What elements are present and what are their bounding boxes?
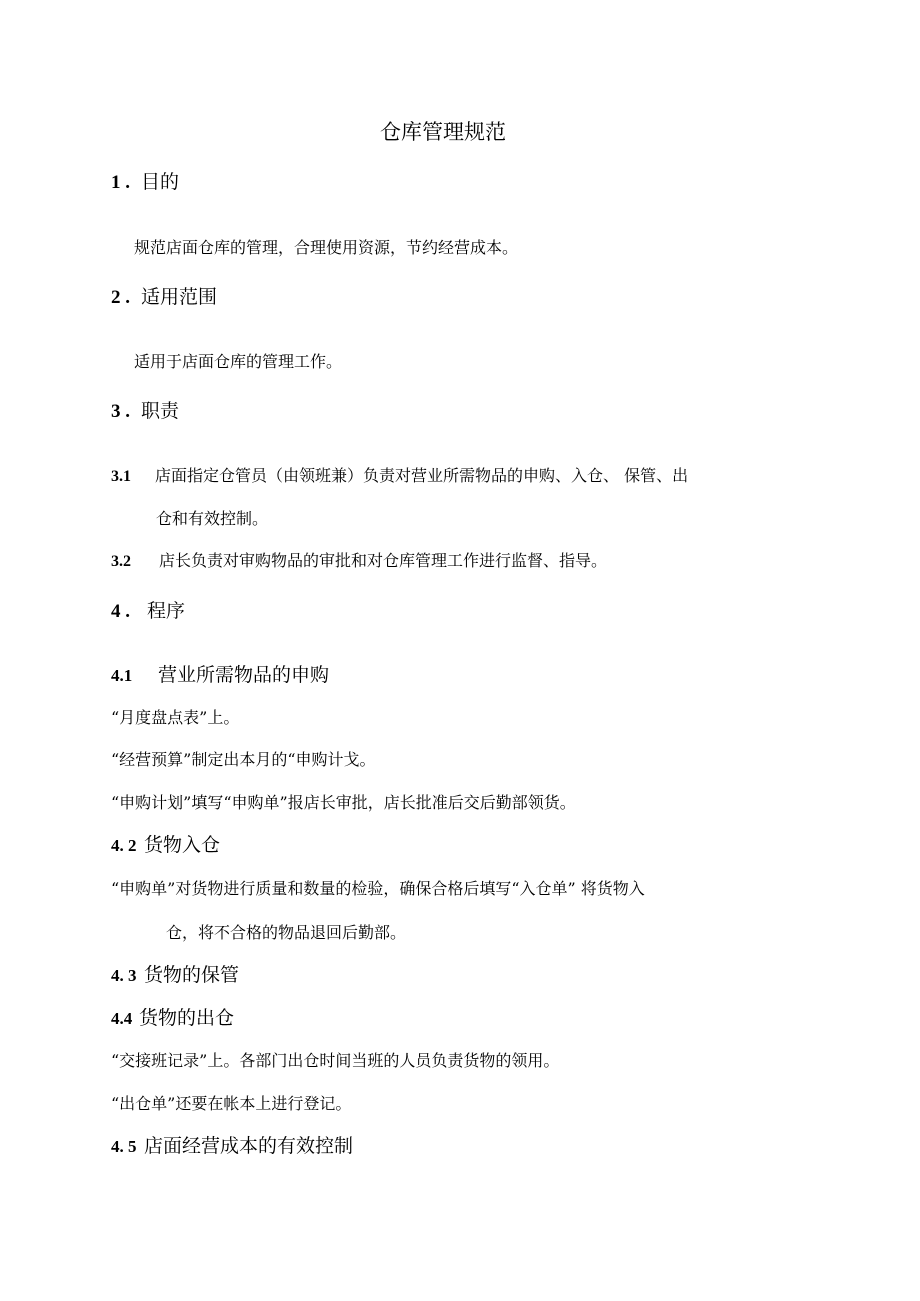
subsection-text: 店长负责对审购物品的审批和对仓库管理工作进行监督、指导。 <box>159 551 608 570</box>
subsection-3-2 <box>111 553 607 570</box>
section-2-heading <box>111 288 217 307</box>
subsection-label: 营业所需物品的申购 <box>158 664 330 686</box>
section-number: 2 . <box>111 287 130 308</box>
section-2-body: 适用于店面仓库的管理工作。 <box>134 352 343 371</box>
subsection-number: 4. 2 <box>111 836 137 855</box>
subsection-4-4-line-2: “出仓单”还要在帐本上进行登记。 <box>111 1094 352 1113</box>
subsection-4-1-heading <box>111 666 329 685</box>
subsection-3-1-continuation: 仓和有效控制。 <box>156 509 269 528</box>
subsection-number: 3.2 <box>111 553 131 570</box>
subsection-4-1-line-1: “月度盘点表”上。 <box>111 708 240 727</box>
subsection-text: 店面指定仓管员（由领班兼）负责对营业所需物品的申购、入仓、 保管、出 <box>155 466 689 485</box>
subsection-number: 4.4 <box>111 1009 133 1028</box>
section-3-heading <box>111 402 179 421</box>
section-label: 程序 <box>147 600 186 622</box>
subsection-4-1-line-2: “经营预算”制定出本月的“申购计戈。 <box>111 750 376 769</box>
subsection-number: 3.1 <box>111 468 131 485</box>
subsection-4-2-line-1: “申购单”对货物进行质量和数量的检验，确保合格后填写“入仓单” 将货物入 <box>111 879 645 898</box>
subsection-number: 4. 5 <box>111 1137 137 1156</box>
section-label: 适用范围 <box>141 286 218 308</box>
subsection-4-4-line-1: “交接班记录”上。各部门出仓时间当班的人员负责货物的领用。 <box>111 1051 560 1070</box>
section-number: 3 . <box>111 401 130 422</box>
section-1-body: 规范店面仓库的管理，合理使用资源，节约经营成本。 <box>134 238 519 257</box>
subsection-label: 货物入仓 <box>144 834 221 856</box>
subsection-4-5-heading <box>111 1137 353 1156</box>
subsection-4-3-heading <box>111 966 239 985</box>
page-title: 仓库管理规范 <box>380 120 506 144</box>
subsection-number: 4. 3 <box>111 966 137 985</box>
section-label: 目的 <box>141 171 180 193</box>
subsection-4-2-continuation: 仓，将不合格的物品退回后勤部。 <box>166 923 407 942</box>
section-number: 1 . <box>111 172 130 193</box>
section-1-heading <box>111 173 179 192</box>
subsection-4-1-line-3: “申购计划”填写“申购单”报店长审批，店长批准后交后勤部领货。 <box>111 793 576 812</box>
section-number: 4 . <box>111 601 130 622</box>
subsection-4-4-heading <box>111 1009 234 1028</box>
section-label: 职责 <box>141 400 180 422</box>
section-4-heading <box>111 602 185 621</box>
subsection-4-2-heading <box>111 836 220 855</box>
subsection-label: 货物的保管 <box>144 964 240 986</box>
subsection-label: 货物的出仓 <box>139 1007 235 1029</box>
subsection-label: 店面经营成本的有效控制 <box>144 1135 354 1157</box>
subsection-3-1 <box>111 468 688 485</box>
subsection-number: 4.1 <box>111 666 133 685</box>
